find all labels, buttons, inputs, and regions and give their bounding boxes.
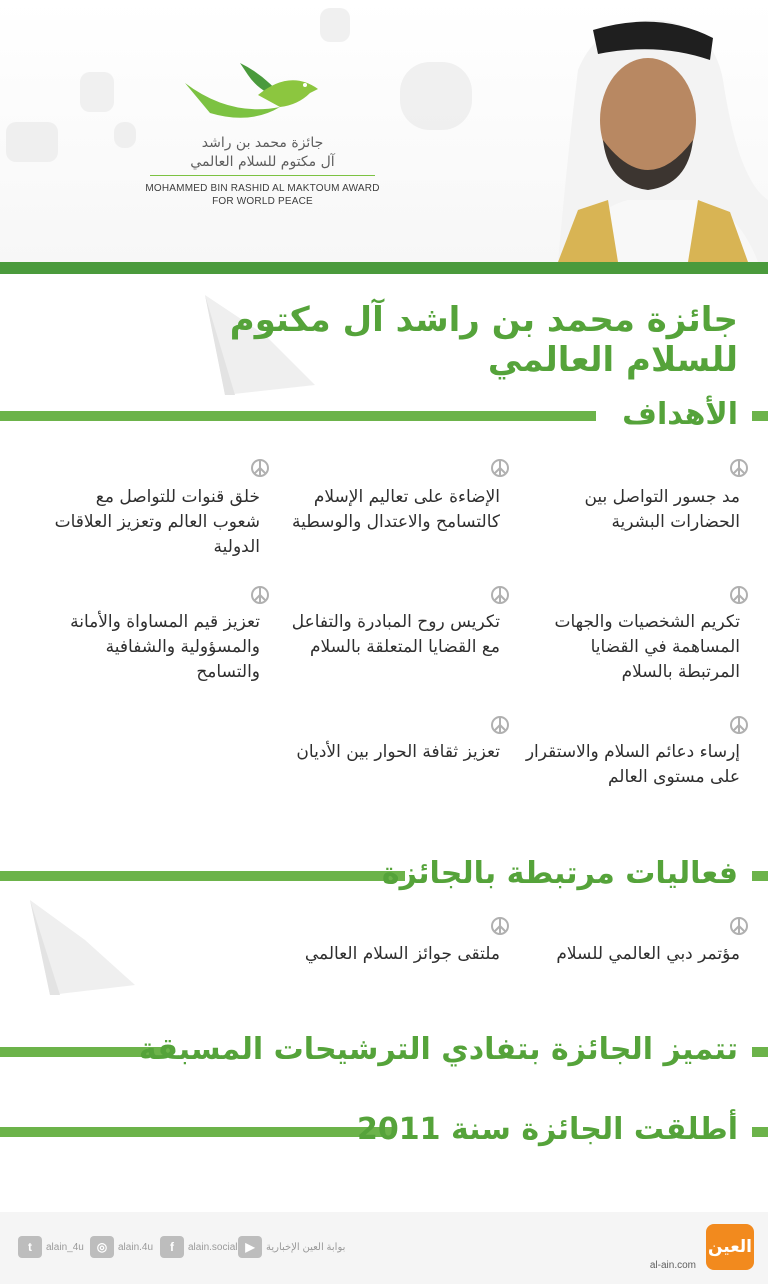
- facebook-icon: f: [160, 1236, 184, 1258]
- goal-item: الإضاءة على تعاليم الإسلام كالتسامح والاعتدال والوسطية: [291, 487, 500, 532]
- logo-arabic-line2: آل مكتوم للسلام العالمي: [190, 154, 335, 170]
- instagram-link[interactable]: [90, 1234, 153, 1260]
- goal-item: إرساء دعائم السلام والاستقرار على مستوى العالم: [525, 742, 740, 787]
- header-divider-bar: [0, 262, 768, 274]
- facebook-link[interactable]: [160, 1234, 237, 1260]
- section-bar: [0, 411, 596, 421]
- logo-english-line1: MOHAMMED BIN RASHID AL MAKTOUM AWARD: [145, 183, 380, 194]
- logo-arabic-line1: جائزة محمد بن راشد: [201, 135, 324, 151]
- logo-divider: [150, 175, 375, 176]
- peace-icon: [729, 585, 749, 605]
- peace-icon: [490, 585, 510, 605]
- heart-decoration: [114, 122, 136, 148]
- heart-decoration: [80, 72, 114, 112]
- peace-icon: [490, 916, 510, 936]
- logo-english-line2: FOR WORLD PEACE: [212, 196, 313, 207]
- event-item: ملتقى جوائز السلام العالمي: [304, 944, 500, 964]
- instagram-handle: alain.4u: [118, 1241, 154, 1253]
- heart-decoration: [320, 8, 350, 42]
- section-bar: [0, 871, 405, 881]
- peace-icon: [729, 916, 749, 936]
- goal-item: مد جسور التواصل بين الحضارات البشرية: [584, 487, 740, 532]
- youtube-icon: ▶: [238, 1236, 262, 1258]
- twitter-link[interactable]: [18, 1234, 84, 1260]
- page-title-line1: جائزة محمد بن راشد آل مكتوم: [229, 300, 738, 340]
- section-bar: [752, 1047, 768, 1057]
- events-title: فعاليات مرتبطة بالجائزة: [381, 856, 738, 891]
- section-bar: [752, 1127, 768, 1137]
- paper-dove-decoration: [25, 890, 155, 1010]
- goal-item: تعزيز قيم المساواة والأمانة والمسؤولية والشفافية والتسامح: [70, 612, 260, 682]
- header-banner: [0, 0, 768, 262]
- page-title-line2: للسلام العالمي: [487, 340, 738, 380]
- peace-icon: [729, 458, 749, 478]
- section-bar: [752, 871, 768, 881]
- cloud-decoration: [6, 122, 58, 162]
- goal-item: تعزيز ثقافة الحوار بين الأديان: [296, 742, 500, 762]
- dove-logo-icon: [140, 55, 385, 127]
- goal-item: تكريم الشخصيات والجهات المساهمة في القضايا المرتبطة بالسلام: [554, 612, 740, 682]
- portrait-image: [498, 0, 768, 262]
- facebook-handle: alain.social: [188, 1241, 238, 1253]
- distinction-title: تتميز الجائزة بتفادي الترشيحات المسبقة: [138, 1032, 738, 1067]
- peace-icon: [729, 715, 749, 735]
- peace-icon: [490, 715, 510, 735]
- section-bar: [752, 411, 768, 421]
- brand-logo[interactable]: العين: [706, 1224, 754, 1270]
- instagram-icon: ◎: [90, 1236, 114, 1258]
- award-logo: [140, 55, 385, 215]
- peace-icon: [490, 458, 510, 478]
- section-bar: [0, 1127, 392, 1137]
- peace-icon: [250, 458, 270, 478]
- site-url[interactable]: al-ain.com: [649, 1260, 696, 1271]
- peace-icon: [250, 585, 270, 605]
- twitter-icon: t: [18, 1236, 42, 1258]
- youtube-handle: بوابة العين الإخبارية: [266, 1241, 346, 1253]
- launch-title: أطلقت الجائزة سنة 2011: [357, 1112, 738, 1147]
- twitter-handle: alain_4u: [46, 1241, 84, 1253]
- goal-item: خلق قنوات للتواصل مع شعوب العالم وتعزيز العلاقات الدولية: [54, 487, 260, 557]
- youtube-link[interactable]: [238, 1234, 345, 1260]
- cloud-decoration: [400, 62, 472, 130]
- goals-title: الأهداف: [622, 397, 738, 432]
- event-item: مؤتمر دبي العالمي للسلام: [556, 944, 740, 964]
- goal-item: تكريس روح المبادرة والتفاعل مع القضايا المتعلقة بالسلام: [291, 612, 500, 657]
